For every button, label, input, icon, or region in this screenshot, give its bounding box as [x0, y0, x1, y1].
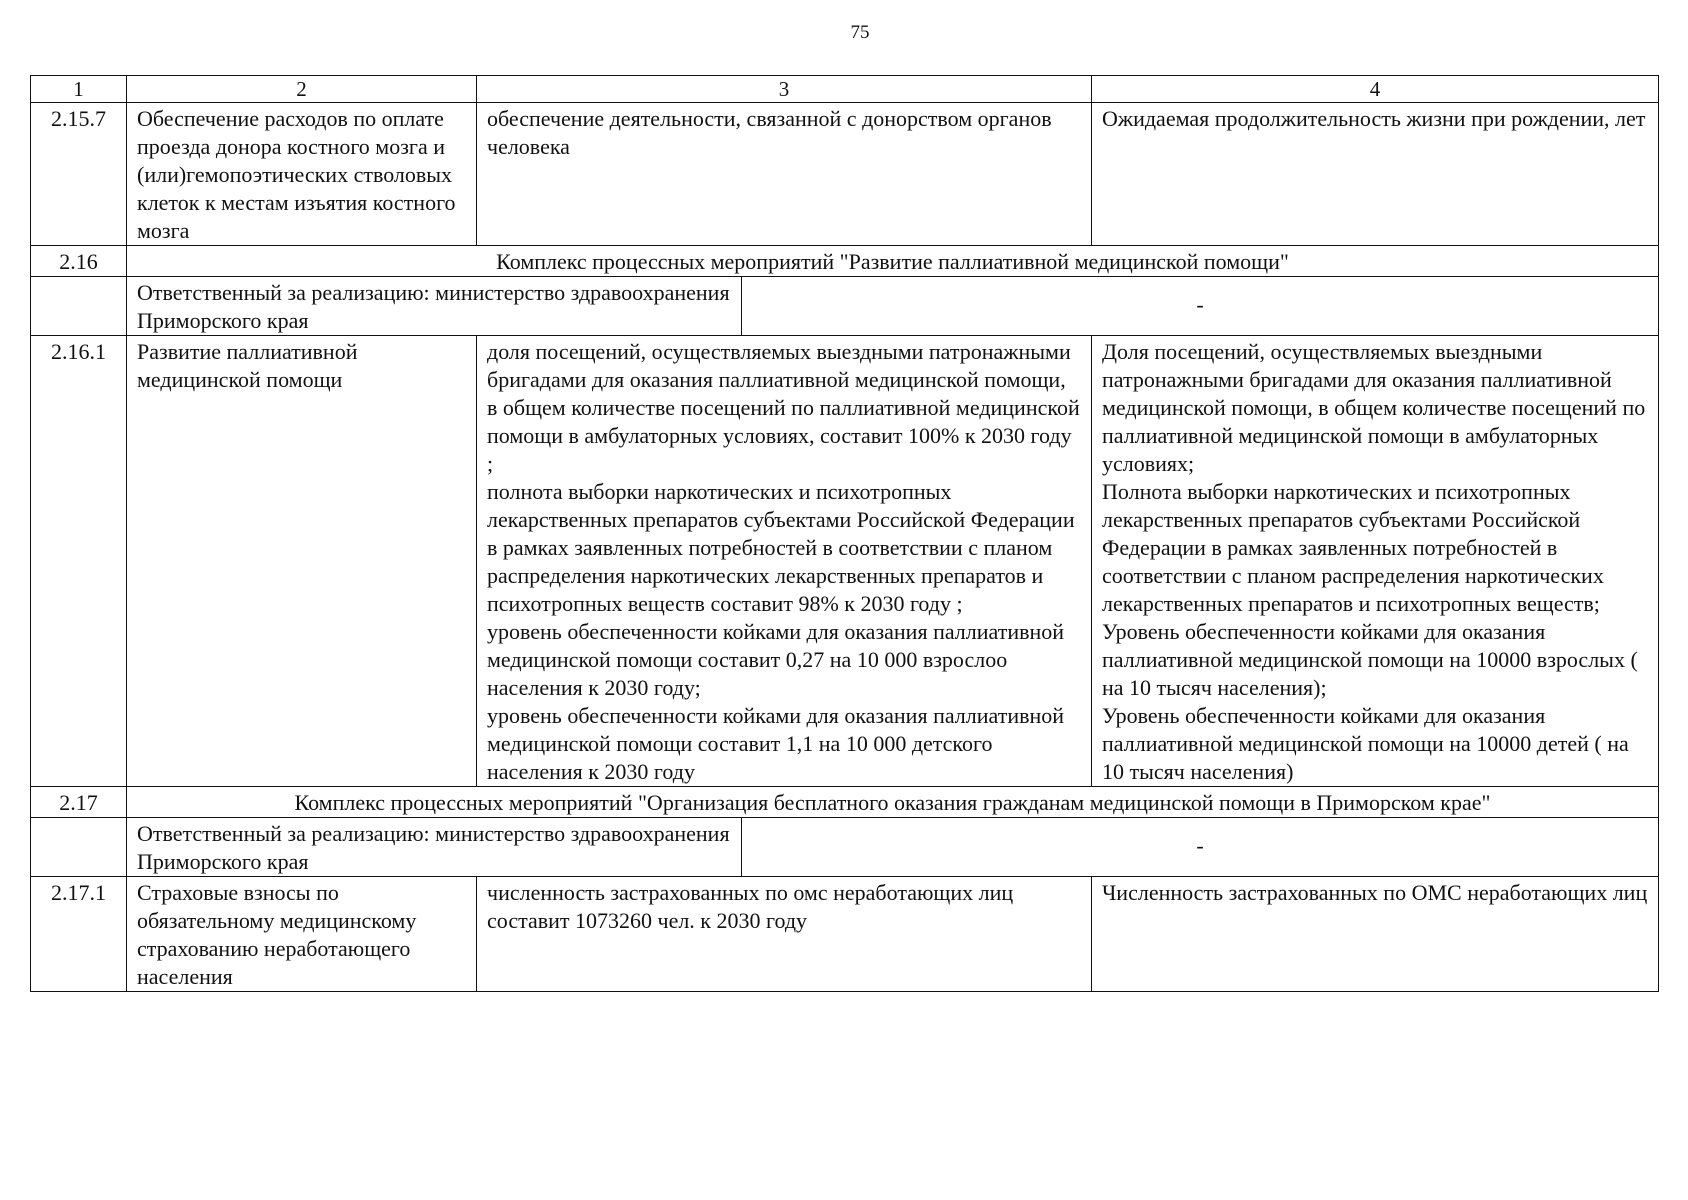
empty-cell — [31, 277, 127, 336]
responsible-row — [31, 277, 1659, 336]
responsible-text: Ответственный за реализацию: министерство здравоохранения Приморского края — [127, 277, 742, 335]
responsible-row — [31, 818, 1659, 877]
row-number: 2.15.7 — [31, 103, 127, 246]
responsible-text: Ответственный за реализацию: министерство здравоохранения Приморского края — [127, 818, 742, 876]
indicator-description: Численность застрахованных по ОМС неработающих лиц — [1092, 877, 1659, 992]
table-header-row — [31, 76, 1659, 103]
document-table — [30, 75, 1659, 992]
section-number: 2.17 — [31, 787, 127, 818]
column-number-1: 1 — [31, 76, 127, 103]
task-description: численность застрахованных по омс неработающих лиц составит 1073260 чел. к 2030 году — [477, 877, 1092, 992]
column-number-3: 3 — [477, 76, 1092, 103]
row-number: 2.16.1 — [31, 336, 127, 787]
column-number-2: 2 — [127, 76, 477, 103]
section-title: Комплекс процессных мероприятий "Организация бесплатного оказания гражданам медицинской помощи в Приморском крае" — [127, 787, 1659, 818]
responsible-value: - — [1196, 833, 1204, 858]
page-number: 75 — [850, 22, 870, 43]
table-row — [31, 877, 1659, 992]
measure-name: Страховые взносы по обязательному медицинскому страхованию неработающего населения — [127, 877, 477, 992]
indicator-description: Ожидаемая продолжительность жизни при рождении, лет — [1092, 103, 1659, 246]
measure-name: Развитие паллиативной медицинской помощи — [127, 336, 477, 787]
section-row — [31, 787, 1659, 818]
column-number-4: 4 — [1092, 76, 1659, 103]
row-number: 2.17.1 — [31, 877, 127, 992]
section-title: Комплекс процессных мероприятий "Развитие паллиативной медицинской помощи" — [127, 246, 1659, 277]
task-description: доля посещений, осуществляемых выездными патронажными бригадами для оказания паллиативной медицинской помощи, в общем количестве посещений по паллиативной медицинской помощи в амбулаторных условиях, составит 100% к 2030 году ; полнота выборки наркотических и психотропных лекарственных препаратов субъектами Российской Федерации в рамках заявленных потребностей в соответствии с планом распределения наркотических лекарственных препаратов и психотропных веществ составит 98% к 2030 году ; уровень обеспеченности койками для оказания паллиативной медицинской помощи составит 0,27 на 10 000 взрослоо населения к 2030 году; уровень обеспеченности койками для оказания паллиативной медицинской помощи составит 1,1 на 10 000 детского населения к 2030 году — [477, 336, 1092, 787]
table-row — [31, 336, 1659, 787]
responsible-cell — [127, 277, 1659, 336]
indicator-description: Доля посещений, осуществляемых выездными патронажными бригадами для оказания паллиативной медицинской помощи, в общем количестве посещений по паллиативной медицинской помощи в амбулаторных условиях; Полнота выборки наркотических и психотропных лекарственных препаратов субъектами Российской Федерации в рамках заявленных потребностей в соответствии с планом распределения наркотических лекарственных препаратов и психотропных веществ; Уровень обеспеченности койками для оказания паллиативной медицинской помощи на 10000 взрослых ( на 10 тысяч населения); Уровень обеспеченности койками для оказания паллиативной медицинской помощи на 10000 детей ( на 10 тысяч населения) — [1092, 336, 1659, 787]
empty-cell — [31, 818, 127, 877]
measure-name: Обеспечение расходов по оплате проезда донора костного мозга и (или)гемопоэтических стволовых клеток к местам изъятия костного мозга — [127, 103, 477, 246]
responsible-cell — [127, 818, 1659, 877]
table-row — [31, 103, 1659, 246]
task-description: обеспечение деятельности, связанной с донорством органов человека — [477, 103, 1092, 246]
section-row — [31, 246, 1659, 277]
section-number: 2.16 — [31, 246, 127, 277]
responsible-value: - — [1196, 292, 1204, 317]
